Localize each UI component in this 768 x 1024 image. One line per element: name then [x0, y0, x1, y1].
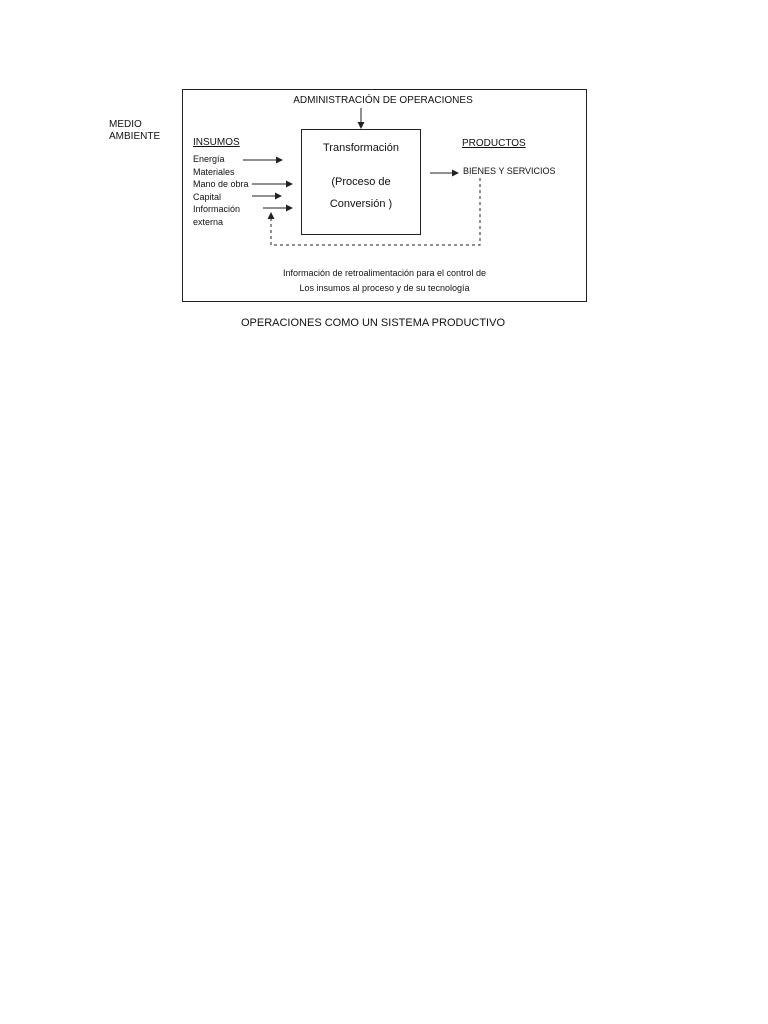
environment-label: MEDIO AMBIENTE	[109, 119, 161, 142]
input-item-labor: Mano de obra	[193, 179, 249, 190]
feedback-line2: Los insumos al proceso y de su tecnología	[299, 283, 470, 293]
input-item-external: externa	[193, 216, 224, 227]
diagram-caption: OPERACIONES COMO UN SISTEMA PRODUCTIVO	[240, 317, 506, 329]
input-item-materials: Materiales	[193, 166, 235, 177]
input-item-information: Información	[193, 204, 241, 215]
outputs-heading: PRODUCTOS	[462, 138, 526, 149]
management-label-text: ADMINISTRACIÓN DE OPERACIONES	[293, 95, 473, 106]
input-item-capital: Capital	[193, 191, 222, 202]
process-title: Transformación	[322, 142, 399, 154]
inputs-heading: INSUMOS	[193, 137, 240, 148]
transformation-box	[301, 129, 421, 235]
management-label	[0, 95, 768, 106]
feedback-text	[182, 266, 587, 296]
process-subtitle	[302, 171, 420, 215]
input-item-energy: Energía	[193, 154, 225, 164]
process-subtitle-line2: Conversión )	[329, 198, 393, 210]
inputs-list	[193, 153, 249, 229]
process-subtitle-line1: (Proceso de	[331, 176, 391, 188]
output-item-goods-services: BIENES Y SERVICIOS	[463, 166, 556, 176]
feedback-line1: Información de retroalimentación para el control de	[282, 268, 487, 278]
